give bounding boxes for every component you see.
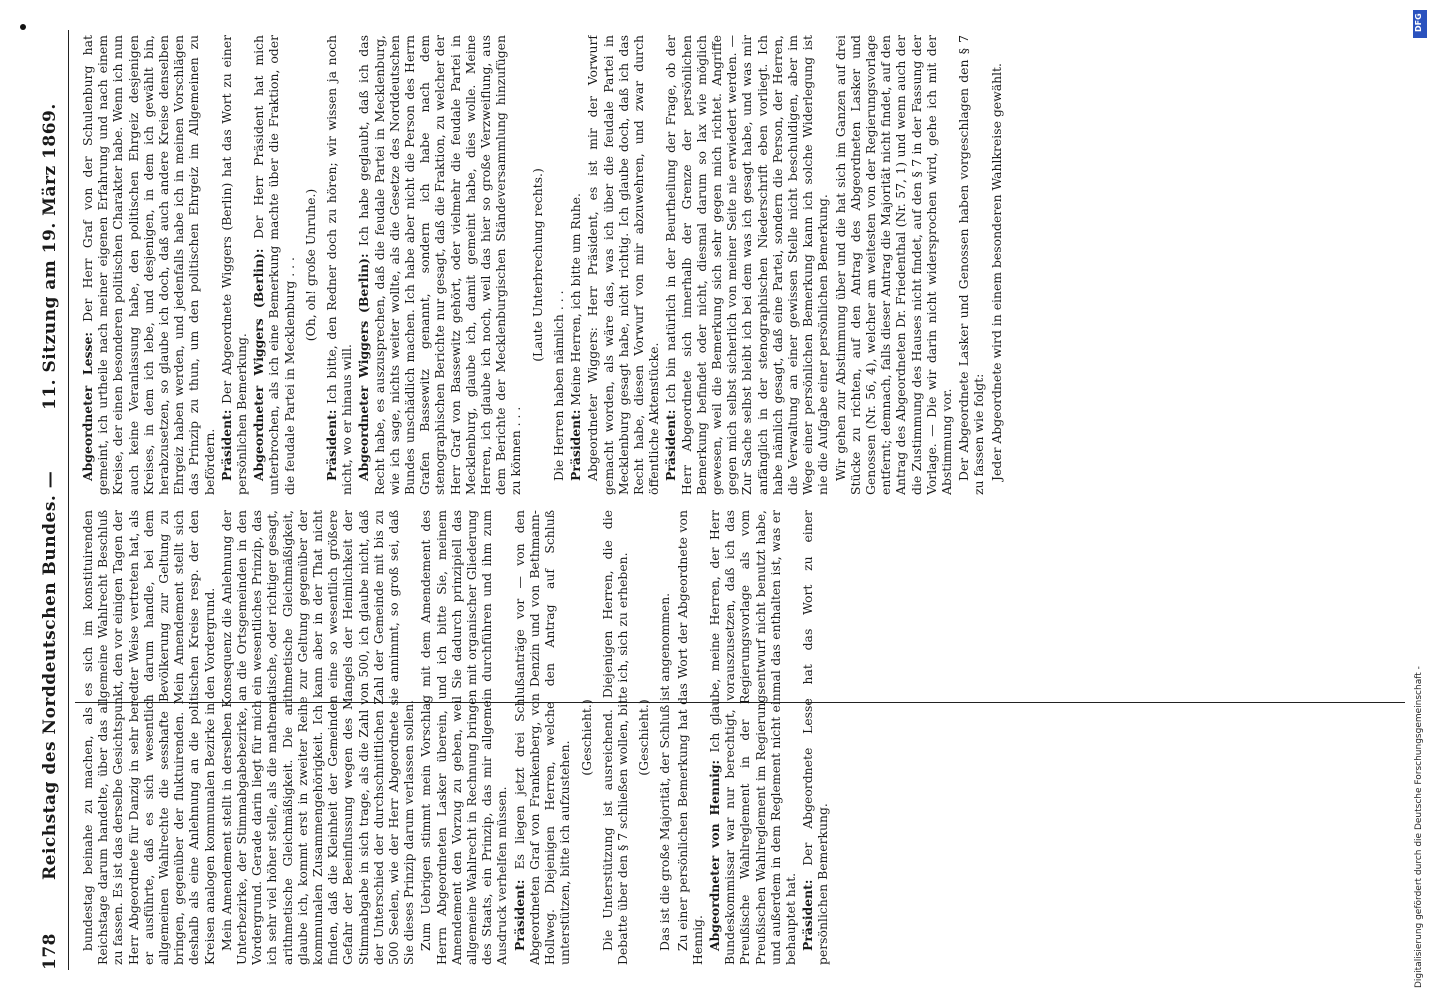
- paragraph-text: Zu einer persönlichen Bemerkung hat das Wort der Abgeordnete von Hennig.: [674, 510, 705, 965]
- stage-direction: [530, 35, 545, 495]
- paragraph-text: Der Herr Präsident hat mich unterbrochen, als ich eine Bemerkung machte über die Fraktion, oder die feudale Partei in Mecklenburg . . .: [251, 35, 297, 495]
- text-column-left: [80, 510, 1370, 965]
- paragraph: [600, 510, 630, 965]
- speaker-label: Abgeordneter Wiggers (Berlin):: [356, 253, 372, 481]
- paragraph: [585, 35, 661, 495]
- speaker-label: Präsident:: [663, 409, 679, 481]
- speaker-label: Abgeordneter Wiggers (Berlin):: [251, 248, 267, 481]
- paragraph-text: Die Unterstützung ist ausreichend. Diejenigen Herren, die die Debatte über den § 7 schließen wollen, bitte ich, sich zu erheben.: [599, 510, 630, 965]
- paragraph: [80, 510, 217, 965]
- speaker-label: Präsident:: [218, 409, 234, 481]
- paragraph-text: Der Herr Graf von der Schulenburg hat gemeint, ich urtheile nach meiner eigenen Erfahrung und nach einem Kreise, der einen besonderen politischen Charakter habe. Wenn ich nun auch keine Veranlassung habe, den politischen Ehrgeiz desjenigen Kreises, in dem ich lebe, und desjenigen, in dem ich gewählt bin, herabzusetzen, so glaube ich doch, daß auch andere Kreise denselben Ehrgeiz haben werden, und jedenfalls habe ich in meinen Vorschlägen das Prinzip zu thun, um den politischen Ehrgeiz im Allgemeinen zu befördern.: [80, 35, 217, 495]
- paragraph-text: Ich glaube, meine Herren, der Herr Bundeskommissar war nur berechtigt, vorauszusetzen, daß ich das Preußische Wahlreglement in der Regierungsvorlage als vom Preußischen Wahlreglement im Regierungsentwurf nicht benutzt habe, und außerdem in dem Reglement nicht einmal das enthalten ist, was er behauptet hat.: [706, 510, 798, 965]
- speaker-label: Präsident:: [568, 409, 584, 481]
- paragraph-text: Der Abgeordnete Wiggers (Berlin) hat das Wort zu einer persönlichen Bemerkung.: [218, 35, 250, 495]
- paragraph: [956, 35, 986, 495]
- page-title: Reichstag des Norddeutschen Bundes. —: [40, 470, 60, 880]
- header-rule: [68, 30, 69, 970]
- paragraph: [80, 35, 217, 495]
- stage-direction: [579, 510, 594, 965]
- speaker-label: Abgeordneter von Hennig:: [706, 759, 722, 951]
- paragraph: [418, 510, 509, 965]
- paragraph-text: Ich bin natürlich in der Beurtheilung der Frage, ob der Herr Abgeordnete sich innerhalb der Grenze der persönlichen Bemerkung befindet oder nicht, diesmal darum so lax wie möglich gewesen, weil die Bemerkung sich sehr gegen mich richtet. Angriffe gegen mich selbst sicherlich von meiner Seite nie erwiedert werden. — Zur Sache selbst bleibt ich bei dem was ich gesagt habe, und was mir anfänglich in der stenographischen Niederschrift eben vorliegt. Ich habe nämlich gesagt, daß eine Partei, sondern die Person, der Herren, die Verwaltung an einer gewissen Stelle nicht beschuldigen, aber im Wege einer persönlichen Bemerkung kann ich solche Widerlegung ist nie die Aufgabe einer persönlichen Bemerkung.: [663, 35, 831, 495]
- stage-direction: [636, 510, 651, 965]
- speaker-label: Abgeordneter Lesse:: [80, 332, 95, 481]
- paragraph-text: Wir gehen zur Abstimmung über und die hat sich im Ganzen auf drei Stücke zu richten, auf den Antrag des Abgeordneten Lasker und Genossen (Nr. 56, 4), welcher am weitesten von der Regierungsvorlage entfernt; demnach, falls dieser Antrag die Majorität nicht findet, auf den Antrag des Abgeordneten Dr. Friedenthal (Nr. 57, 1) und wenn auch der die Zustimmung des Hauses nicht findet, auf den § 7 in der Fassung der Vorlage. — Die wir darin nicht widersprochen wird, gehe ich mit der Abstimmung vor.: [832, 35, 954, 495]
- paragraph: [833, 35, 955, 495]
- paragraph-text: Es liegen jetzt drei Schlußanträge vor — von den Abgeordneten Graf von Frankenberg, von Denzin und von Bethmann-Hollweg. Diejenigen Herren, welche den Antrag auf Schluß unterstützen, bitte ich aufzustehen.: [511, 510, 573, 965]
- paragraph: [512, 510, 573, 965]
- paragraph-text: Die Herren haben nämlich . . .: [550, 290, 566, 481]
- paragraph-text: (Geschieht.): [636, 699, 652, 776]
- paragraph-text: (Laute Unterbrechung rechts.): [529, 168, 545, 362]
- dfg-logo-text: DFG: [1414, 13, 1423, 32]
- paragraph: [663, 35, 830, 495]
- page-mark: [20, 24, 26, 30]
- text-column-right: [80, 35, 1370, 495]
- paragraph-text: Abgeordneter Wiggers: Herr Präsident, es ist mir der Vorwurf gemacht worden, als wäre das, was ich über die feudale Partei in Mecklenburg gesagt habe, nicht richtig. Ich glaube doch, daß ich das Recht habe, diesen Vorwurf von mir abzuwehren, und zwar durch öffentliche Aktenstücke.: [585, 35, 662, 495]
- speaker-label: Präsident:: [800, 879, 816, 951]
- paragraph: [568, 35, 583, 495]
- paragraph-text: Das ist die große Majorität, der Schluß ist angenommen.: [657, 592, 673, 951]
- paragraph: [989, 35, 1004, 495]
- paragraph-text: Der Abgeordnete Lasker und Genossen haben vorgeschlagen den § 7 zu fassen wie folgt:: [956, 35, 987, 495]
- paragraph-text: Zum Uebrigen stimmt mein Vorschlag mit dem Amendement des Herrn Abgeordneten Lasker überein, und ich bitte Sie, meinem Amendement den Vorzug zu geben, weil Sie dadurch prinzipiell das allgemeine Wahlrecht in Rechnung bringen mit organischer Gliederung des Staats, ein Prinzip, das mir allgemein durchführen und ihm zum Ausdruck verhelfen müssen.: [418, 510, 510, 965]
- speaker-label: Präsident:: [324, 409, 340, 481]
- paragraph: [219, 35, 249, 495]
- dfg-logo: [1413, 10, 1427, 38]
- speaker-label: Präsident:: [511, 879, 527, 951]
- paragraph-text: Ich habe geglaubt, daß ich das Recht habe, es auszusprechen, daß die feudale Partei in Mecklenburg, wie ich sage, nichts weiter wollte, als die Gesetze des Norddeutschen Bundes unschädlich machen. Ich habe aber nicht die Person des Herrn Grafen Bassewitz genannt, sondern ich habe nach dem stenographischen Berichte nur gesagt, daß die Fraktion, zu welcher der Herr Graf von Bassewitz gehört, oder vielmehr die feudale Partei in Mecklenburg, glaube ich, damit gemeint habe, dies wolle. Meine Herren, ich glaube ich noch, weil das hier so große Verzweiflung, aus dem Berichte der Mecklenburgischen Ständeversammlung hinzufügen zu können . . .: [356, 35, 524, 495]
- page-header: [40, 20, 70, 970]
- paragraph: [657, 510, 672, 965]
- paragraph-text: (Oh, oh! große Unruhe.): [302, 188, 318, 342]
- paragraph: [219, 510, 417, 965]
- paragraph-text: Meine Herren, ich bitte um Ruhe.: [568, 193, 584, 406]
- page-number: 178: [40, 933, 60, 970]
- paragraph: [707, 510, 798, 965]
- paragraph: [251, 35, 297, 495]
- stage-direction: [303, 35, 318, 495]
- paragraph-text: (Geschieht.): [578, 699, 594, 776]
- paragraph: [675, 510, 705, 965]
- paragraph-text: Ich bitte, den Redner doch zu hören; wir wissen ja noch nicht, wo er hinaus will.: [324, 35, 355, 495]
- paragraph-text: Mein Amendement stellt in derselben Konsequenz die Anlehnung der Unterbezirke, der Stimmabgabebezirke, an die Ortsgemeinden in den Vordergrund. Gerade darin liegt für mich ein wesentliches Prinzip, das ich sehr viel höher stelle, als die mathematische, oder richtiger gesagt, arithmetische Gleichmäßigkeit. Die arithmetische Gleichmäßigkeit, glaube ich, kommt erst in zweiter Reihe zur Geltung gegenüber der kommunalen Zusammengehörigkeit. Ich kann aber in der That nicht finden, daß die Kleinheit der Gemeinden eine so wesentlich größere Gefahr der Beeinflussung wegen des Mangels der Heimlichkeit der Stimmabgabe in sich trage, als die Zahl von 500, ich glaube nicht, daß der Unterschied der durchschnittlichen Zahl der Gemeinde mit bis zu 500 Seelen, wie der Herr Abgeordnete sie annimmt, so groß sei, daß Sie dieses Prinzip darum verlassen sollen.: [218, 510, 417, 965]
- paragraph-text: Der Abgeordnete Lesse hat das Wort zu einer persönlichen Bemerkung.: [800, 510, 831, 965]
- session-title: 11. Sitzung am 19. März 1869.: [40, 103, 60, 410]
- paragraph-text: Jeder Abgeordnete wird in einem besonderen Wahlkreise gewählt.: [988, 63, 1004, 481]
- paragraph: [800, 510, 830, 965]
- paragraph: [551, 35, 566, 495]
- paragraph: [324, 35, 354, 495]
- digitization-credit: Digitalisierung gefördert durch die Deutsche Forschungsgemeinschaft -: [1414, 666, 1424, 988]
- paragraph-text: bundestag beinahe zu machen, als es sich im konstituirenden Reichstage darum handelte, über das allgemeine Wahlrecht Beschluß zu fassen. Es ist das derselbe Gesichtspunkt, den vor einigen Tagen der Herr Abgeordnete für Danzig in sehr beredter Weise vertreten hat, als er ausführte, daß es sich wesentlich darum handle, bei dem allgemeinen Wahlrechte die sesshafte Bevölkerung zur Geltung zu bringen, gegenüber der fluktuirenden. Mein Amendement stellt sich deshalb als eine Anlehnung an die politischen Kreise resp. der den Kreisen analogen kommunalen Bezirke in den Vordergrund.: [80, 510, 217, 965]
- paragraph: [356, 35, 523, 495]
